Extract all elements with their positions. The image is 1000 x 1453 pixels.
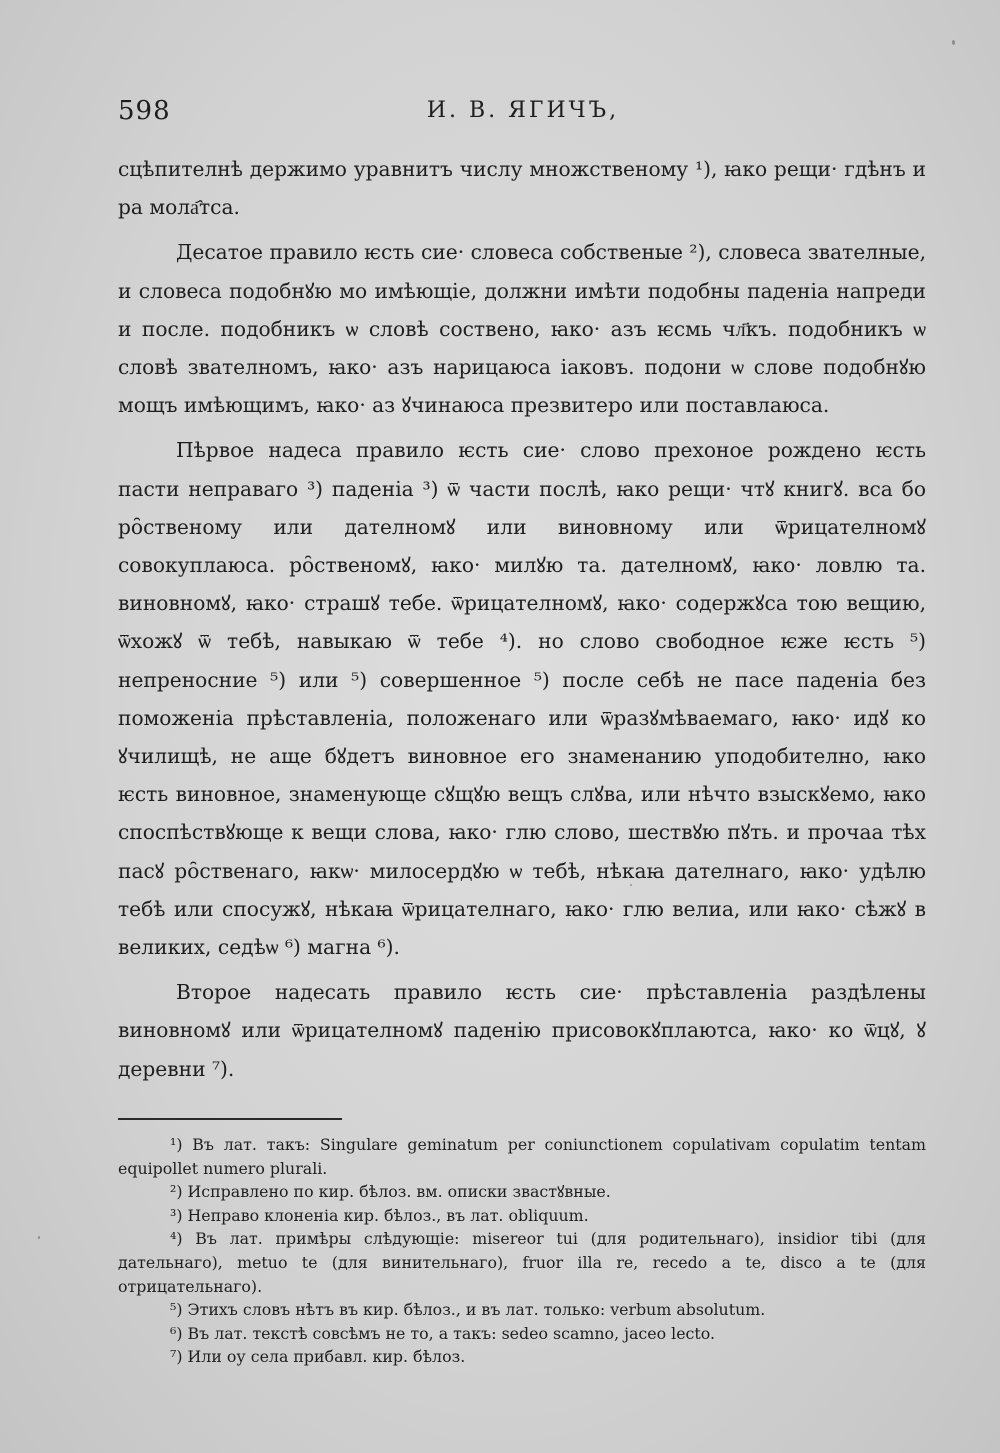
footnote-text: Или оу села прибавл. кир. бѣлоз. <box>187 1347 466 1367</box>
paper-speck <box>952 40 955 45</box>
paragraph: Десатое правило ѥсть сие· словеса собственые ²), словеса звателные, и словеса подобнꙋю мо имѣющіе, должни имѣти подобны паденіа напреди и после. подобникъ ѡ словѣ соствено, ꙗко· азъ ѥсмь чл҃къ. подобникъ ѡ словѣ звателномъ, ꙗко· азъ нарицаюса іаковъ. подони ѡ слове подобнꙋю мощъ имѣющимъ, ꙗко· аз ꙋчинаюса презвитеро или поставлаюса. <box>118 240 926 418</box>
footnote-text: Исправлено по кир. бѣлоз. вм. описки звастꙋвные. <box>187 1182 611 1202</box>
footnote-marker: ⁴) <box>170 1229 183 1249</box>
footnote-marker: ³) <box>170 1205 183 1225</box>
footnote-text: Въ лат. такъ: Singulare geminatum per coniunctionem copulativam copulatim tentam equipollet numero plurali. <box>118 1135 926 1178</box>
footnote-text: Этихъ словъ нѣтъ въ кир. бѣлоз., и въ лат. только: verbum absolutum. <box>187 1300 766 1320</box>
footnote-text: Въ лат. текстѣ совсѣмъ не то, а такъ: sedeo scamno, jaceo lecto. <box>187 1323 715 1343</box>
footnote-text: Неправо клоненіа кир. бѣлоз., въ лат. obliquum. <box>187 1205 589 1225</box>
paragraph: сцѣпителнѣ держимо уравнитъ числу множственому ¹), ꙗко рещи· гдѣнъ и ра мола҄тса. <box>118 157 926 220</box>
footnote-marker: ⁶) <box>170 1323 183 1343</box>
page-header <box>118 96 928 136</box>
footnote-marker: ¹) <box>170 1135 183 1154</box>
footnote-text: Въ лат. примѣры слѣдующіе: misereor tui (для родительнаго), insidior tibi (для дательнаго), metuo te (для винительнаго), fruor illa re, recedo a te, disco a te (для отрицательнаго). <box>118 1229 926 1296</box>
footnote <box>118 1298 926 1322</box>
paper-speck <box>630 884 632 886</box>
footnote <box>118 1345 926 1369</box>
paragraph: Второе надесать правило ѥсть сие· прѣставленіа раздѣлены виновномꙋ или ѿрицателномꙋ паденію присовокꙋплаютса, ꙗко· ко ѿцꙋ, ꙋ деревни ⁷). <box>118 980 926 1081</box>
footnote-marker: ²) <box>170 1182 183 1202</box>
footnote <box>118 1204 926 1228</box>
main-text <box>118 150 926 1088</box>
footnote-marker: ⁵) <box>170 1300 183 1320</box>
running-head: И. В. ЯГИЧЪ, <box>426 98 620 123</box>
footnote <box>118 1227 926 1298</box>
footnote-marker: ⁷) <box>170 1347 183 1367</box>
paragraph: Пѣрвое надеса правило ѥсть сие· слово прехоное рождено ѥсть пасти неправаго ³) паденіа ³) ѿ части послѣ, ꙗко рещи· чтꙋ книгꙋ. вса бо ро̑ственому или дателномꙋ или виновному или ѿрицателномꙋ совокуплаюса. ро̑ственомꙋ, ꙗко· милꙋю та. дателномꙋ, ꙗко· ловлю та. виновномꙋ, ꙗко· страшꙋ тебе. ѿрицателномꙋ, ꙗко· содержꙋса тою вещию, ѿхожꙋ ѿ тебѣ, навыкаю ѿ тебе ⁴). но слово свободное ѥже ѥсть ⁵) непреносние ⁵) или ⁵) совершенное ⁵) после себѣ не пасе паденіа без поможеніа прѣставленіа, положенаго или ѿразꙋмѣваемаго, ꙗко· идꙋ ко ꙋчилищѣ, не аще бꙋдетъ виновное его знаменанию уподобително, ꙗко ѥсть виновное, знаменующе сꙋщꙋю вещъ слꙋва, или нѣчто взыскꙋемо, ꙗко споспѣствꙋюще к вещи слова, ꙗко· глю слово, шествꙋю пꙋть. и прочаа тѣх пасꙋ ро̑ственаго, ꙗкѡ· милосердꙋю ѡ тебѣ, нѣкаꙗ дателнаго, ꙗко· удѣлю тебѣ или спосужꙋ, нѣкаꙗ ѿрицателнаго, ꙗко· глю велиа, или ꙗко· сѣжꙋ в великих, седѣѡ ⁶) магна ⁶). <box>118 438 926 960</box>
page-number: 598 <box>118 96 171 126</box>
paper-speck <box>38 1236 40 1239</box>
footnote-divider <box>118 1118 342 1120</box>
footnote <box>118 1180 926 1204</box>
footnote <box>118 1322 926 1346</box>
footnote <box>118 1133 926 1180</box>
footnotes <box>118 1133 926 1369</box>
